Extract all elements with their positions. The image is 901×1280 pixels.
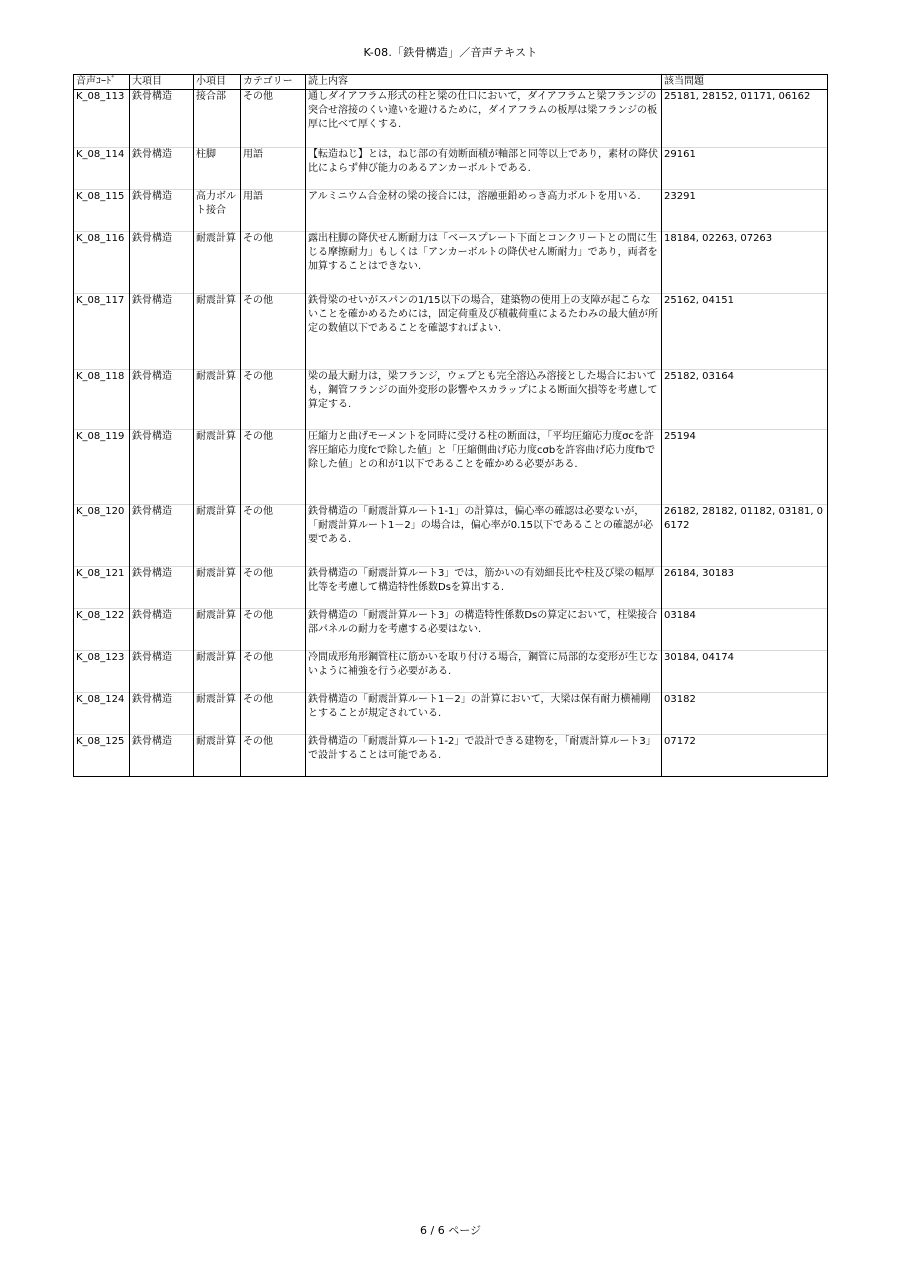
cell-text: 圧縮力と曲げモーメントを同時に受ける柱の断面は，「平均圧縮応力度σcを許容圧縮応力度fcで除した値」と「圧縮側曲げ応力度cσbを許容曲げ応力度fbで除した値」との和が1以下であることを確かめる必要がある. [306,430,662,505]
cell-code: K_08_121 [74,567,130,609]
cell-questions: 03184 [662,609,828,651]
cell-category: その他 [241,294,306,370]
cell-text: 通しダイアフラム形式の柱と梁の仕口において，ダイアフラムと梁フランジの突合せ溶接のくい違いを避けるために，ダイアフラムの板厚は梁フランジの板厚に比べて厚くする. [306,90,662,148]
cell-minor: 高力ボルト接合 [194,190,241,232]
cell-text: 鉄骨構造の「耐震計算ルート1-2」で設計できる建物を，「耐震計算ルート3」で設計することは可能である. [306,735,662,777]
cell-minor: 耐震計算 [194,609,241,651]
cell-questions: 07172 [662,735,828,777]
table-row [74,651,828,693]
cell-category: その他 [241,567,306,609]
column-header-code: 音声ｺｰﾄﾞ [74,75,130,90]
cell-minor: 耐震計算 [194,735,241,777]
cell-major: 鉄骨構造 [130,651,194,693]
cell-category: その他 [241,430,306,505]
cell-questions: 25162, 04151 [662,294,828,370]
voice-text-table [73,74,828,777]
table-row [74,90,828,148]
cell-major: 鉄骨構造 [130,90,194,148]
cell-category: その他 [241,609,306,651]
cell-questions: 26182, 28182, 01182, 03181, 06172 [662,505,828,567]
table-row [74,370,828,430]
table-header-row [74,75,828,90]
cell-questions: 25182, 03164 [662,370,828,430]
cell-code: K_08_125 [74,735,130,777]
cell-code: K_08_113 [74,90,130,148]
cell-category: その他 [241,232,306,294]
cell-questions: 30184, 04174 [662,651,828,693]
cell-questions: 18184, 02263, 07263 [662,232,828,294]
cell-category: その他 [241,370,306,430]
cell-questions: 23291 [662,190,828,232]
table-row [74,148,828,190]
table-row [74,430,828,505]
cell-code: K_08_122 [74,609,130,651]
table-row [74,735,828,777]
cell-questions: 26184, 30183 [662,567,828,609]
cell-text: アルミニウム合金材の梁の接合には，溶融亜鉛めっき高力ボルトを用いる. [306,190,662,232]
cell-minor: 接合部 [194,90,241,148]
column-header-questions: 該当問題 [662,75,828,90]
cell-major: 鉄骨構造 [130,693,194,735]
cell-text: 鉄骨構造の「耐震計算ルート3」の構造特性係数Dsの算定において，柱梁接合部パネルの耐力を考慮する必要はない. [306,609,662,651]
cell-major: 鉄骨構造 [130,609,194,651]
table-row [74,505,828,567]
cell-code: K_08_117 [74,294,130,370]
cell-major: 鉄骨構造 [130,190,194,232]
cell-major: 鉄骨構造 [130,567,194,609]
cell-minor: 耐震計算 [194,651,241,693]
table-row [74,190,828,232]
cell-major: 鉄骨構造 [130,148,194,190]
cell-text: 冷間成形角形鋼管柱に筋かいを取り付ける場合，鋼管に局部的な変形が生じないように補強を行う必要がある. [306,651,662,693]
page-title: K-08.「鉄骨構造」／音声テキスト [363,46,538,59]
cell-text: 【転造ねじ】とは，ねじ部の有効断面積が軸部と同等以上であり，素材の降伏比によらず伸び能力のあるアンカーボルトである. [306,148,662,190]
cell-category: その他 [241,651,306,693]
cell-text: 鉄骨構造の「耐震計算ルート1-1」の計算は，偏心率の確認は必要ないが，「耐震計算ルート1－2」の場合は，偏心率が0.15以下であることの確認が必要である. [306,505,662,567]
cell-questions: 25194 [662,430,828,505]
cell-minor: 柱脚 [194,148,241,190]
cell-text: 鉄骨構造の「耐震計算ルート1－2」の計算において，大梁は保有耐力横補剛とすることが規定されている. [306,693,662,735]
table-row [74,609,828,651]
cell-code: K_08_118 [74,370,130,430]
cell-minor: 耐震計算 [194,567,241,609]
cell-major: 鉄骨構造 [130,735,194,777]
column-header-text: 読上内容 [306,75,662,90]
cell-minor: 耐震計算 [194,693,241,735]
column-header-minor: 小項目 [194,75,241,90]
cell-major: 鉄骨構造 [130,294,194,370]
cell-code: K_08_116 [74,232,130,294]
cell-text: 鉄骨梁のせいがスパンの1/15以下の場合，建築物の使用上の支障が起こらないことを確かめるためには，固定荷重及び積載荷重によるたわみの最大値が所定の数値以下であることを確認すればよい. [306,294,662,370]
cell-category: その他 [241,735,306,777]
column-header-major: 大項目 [130,75,194,90]
cell-questions: 25181, 28152, 01171, 06162 [662,90,828,148]
cell-major: 鉄骨構造 [130,430,194,505]
cell-code: K_08_115 [74,190,130,232]
cell-minor: 耐震計算 [194,505,241,567]
cell-text: 梁の最大耐力は，梁フランジ，ウェブとも完全溶込み溶接とした場合においても，鋼管フランジの面外変形の影響やスカラップによる断面欠損等を考慮して算定する. [306,370,662,430]
cell-questions: 29161 [662,148,828,190]
cell-text: 鉄骨構造の「耐震計算ルート3」では，筋かいの有効細長比や柱及び梁の幅厚比等を考慮して構造特性係数Dsを算出する. [306,567,662,609]
cell-questions: 03182 [662,693,828,735]
cell-code: K_08_124 [74,693,130,735]
table-row [74,693,828,735]
cell-minor: 耐震計算 [194,232,241,294]
cell-minor: 耐震計算 [194,294,241,370]
cell-text: 露出柱脚の降伏せん断耐力は「ベースプレート下面とコンクリートとの間に生じる摩擦耐力」もしくは「アンカーボルトの降伏せん断耐力」であり，両者を加算することはできない. [306,232,662,294]
table-row [74,294,828,370]
cell-code: K_08_119 [74,430,130,505]
cell-major: 鉄骨構造 [130,505,194,567]
cell-major: 鉄骨構造 [130,232,194,294]
cell-minor: 耐震計算 [194,430,241,505]
cell-code: K_08_120 [74,505,130,567]
cell-major: 鉄骨構造 [130,370,194,430]
table-row [74,232,828,294]
cell-category: 用語 [241,148,306,190]
column-header-category: カテゴリー [241,75,306,90]
page-number: 6 / 6 ページ [420,1224,481,1237]
cell-code: K_08_123 [74,651,130,693]
cell-code: K_08_114 [74,148,130,190]
cell-category: その他 [241,505,306,567]
cell-minor: 耐震計算 [194,370,241,430]
cell-category: その他 [241,693,306,735]
cell-category: その他 [241,90,306,148]
cell-category: 用語 [241,190,306,232]
table-row [74,567,828,609]
